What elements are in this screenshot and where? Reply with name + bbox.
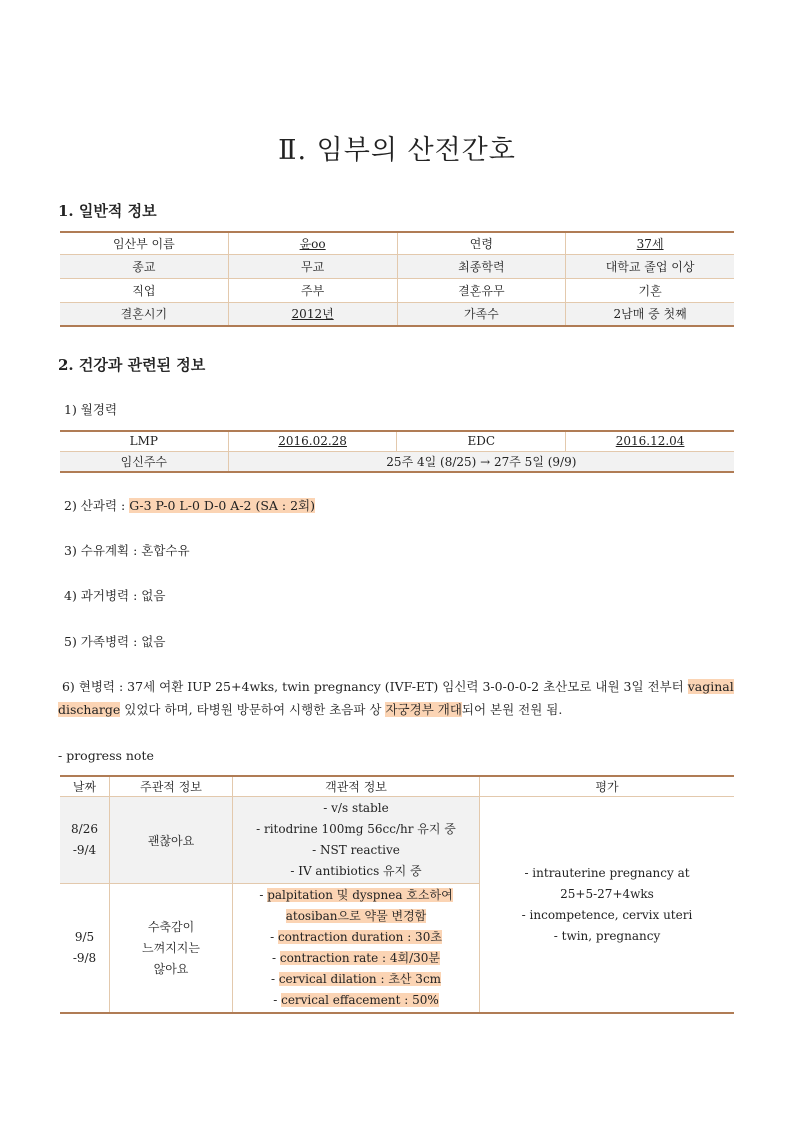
objective-item: - ritodrine 100mg 56cc/hr 유지 중 — [256, 822, 456, 836]
cell: 2남매 중 첫째 — [566, 302, 734, 326]
page-title: Ⅱ. 임부의 산전간호 — [278, 135, 516, 166]
section-general-heading: 1. 일반적 정보 — [58, 202, 157, 220]
cell: 2016.12.04 — [566, 431, 734, 451]
cell: 가족수 — [397, 302, 566, 326]
cell: 2012년 — [228, 302, 397, 326]
obstetric-value: G-3 P-0 L-0 D-0 A-2 (SA : 2회) — [129, 498, 315, 513]
date-start: 9/5 — [74, 930, 95, 944]
present-text-2: 있었다 하며, 타병원 방문하여 시행한 초음파 상 — [120, 702, 386, 717]
cell: 임신주수 — [60, 451, 228, 472]
cell: 임산부 이름 — [60, 232, 228, 254]
subjective-cell — [110, 884, 233, 1014]
cell: 2016.02.28 — [228, 431, 397, 451]
menstrual-label: 1) 월경력 — [64, 402, 118, 417]
cell: 최종학력 — [397, 254, 566, 278]
subjective-cell: 괜찮아요 — [110, 797, 233, 884]
obstetric-history — [64, 496, 315, 514]
table-row — [60, 797, 734, 884]
assessment-cell — [480, 797, 735, 1014]
present-text-3: 되어 본원 전원 됨. — [461, 702, 563, 717]
objective-item: cervical effacement : 50% — [281, 993, 439, 1007]
subjective-line: 않아요 — [153, 961, 189, 976]
cell: 25주 4일 (8/25) → 27주 5일 (9/9) — [228, 451, 734, 472]
col-header-objective: 객관적 정보 — [233, 776, 480, 797]
date-end: -9/8 — [72, 951, 97, 965]
date-end: -9/4 — [72, 843, 97, 857]
objective-item: palpitation 및 dyspnea 호소하여 — [267, 888, 453, 902]
cell: 연령 — [397, 232, 566, 254]
cell: 37세 — [566, 232, 734, 254]
objective-item: - IV antibiotics 유지 중 — [290, 864, 422, 878]
subjective-line: 느껴지지는 — [142, 940, 200, 955]
present-highlight-1: vaginal discharge — [58, 679, 734, 717]
cell: 기혼 — [566, 278, 734, 302]
col-header-date: 날짜 — [60, 776, 110, 797]
present-illness — [58, 675, 740, 721]
cell: 대학교 졸업 이상 — [566, 254, 734, 278]
subjective-line: 수축감이 — [147, 919, 195, 934]
progress-note-table — [60, 775, 734, 1014]
cell: 주부 — [228, 278, 397, 302]
cell: 종교 — [60, 254, 228, 278]
date-start: 8/26 — [71, 822, 98, 836]
objective-item: cervical dilation : 초산 3cm — [278, 972, 442, 986]
cell: 직업 — [60, 278, 228, 302]
feeding-plan: 3) 수유계획 : 혼합수유 — [64, 543, 190, 558]
col-header-subjective: 주관적 정보 — [110, 776, 233, 797]
cell: 결혼유무 — [397, 278, 566, 302]
present-highlight-2: 자궁경부 개대 — [385, 702, 462, 717]
section-health-heading: 2. 건강과 관련된 정보 — [58, 356, 206, 374]
assessment-item: - incompetence, cervix uteri — [521, 907, 693, 922]
objective-item: - v/s stable — [323, 801, 389, 815]
col-header-assessment: 평가 — [480, 776, 735, 797]
menstrual-table — [60, 430, 734, 473]
objective-item: contraction rate : 4회/30분 — [279, 951, 441, 965]
progress-note-heading: - progress note — [58, 748, 154, 763]
family-history: 5) 가족병력 : 없음 — [64, 634, 166, 649]
date-cell — [60, 884, 110, 1014]
assessment-item: - intrauterine pregnancy at — [524, 865, 690, 880]
date-cell — [60, 797, 110, 884]
past-history: 4) 과거병력 : 없음 — [64, 588, 166, 603]
cell: 결혼시기 — [60, 302, 228, 326]
present-label: 6) 현병력 : — [61, 679, 128, 694]
assessment-item: 25+5-27+4wks — [560, 886, 654, 901]
objective-item: atosiban으로 약물 변경함 — [285, 909, 427, 923]
objective-item: contraction duration : 30초 — [277, 930, 442, 944]
cell: 무교 — [228, 254, 397, 278]
objective-cell — [233, 797, 480, 884]
general-info-table — [60, 231, 734, 327]
present-text-1: 37세 여환 IUP 25+4wks, twin pregnancy (IVF-ET) 임신력 3-0-0-0-2 초산모로 내원 3일 전부터 — [127, 679, 688, 694]
objective-cell: - palpitation 및 dyspnea 호소하여 atosiban으로 약물 변경함 - contraction duration : 30초 - contraction rate : 4회/30분 - cervical dilation : 초산 3cm - cervical effacement : 50% — [233, 884, 480, 1014]
cell: EDC — [397, 431, 566, 451]
cell: 윤oo — [228, 232, 397, 254]
assessment-item: - twin, pregnancy — [553, 928, 661, 943]
cell: LMP — [60, 431, 228, 451]
objective-item: - NST reactive — [312, 843, 400, 857]
obstetric-label: 2) 산과력 : — [64, 498, 130, 513]
